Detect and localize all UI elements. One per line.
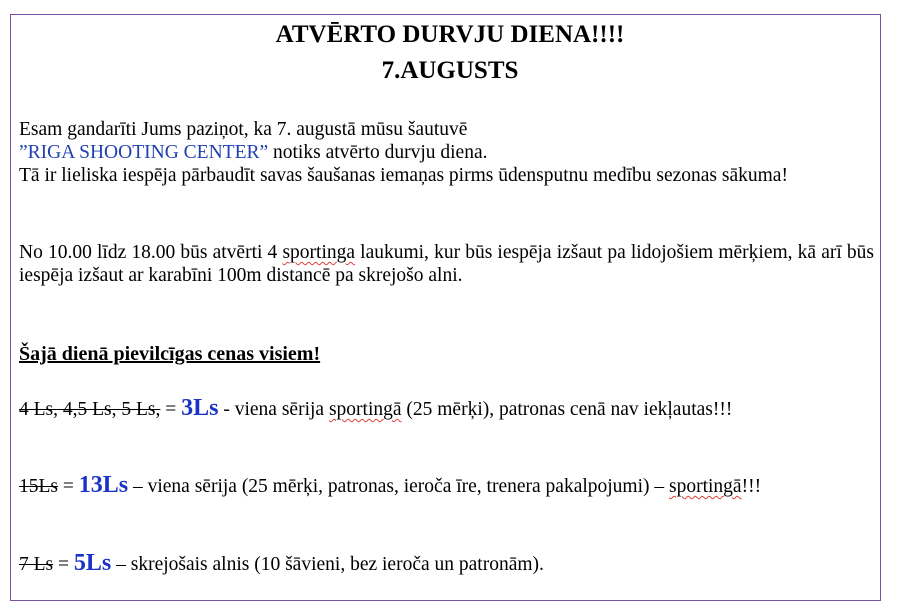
offer3-old-price: 7 Ls (19, 554, 54, 575)
intro-line-2-rest: notiks atvērto durvju diena. (268, 142, 488, 163)
offer2-text: – viena sērija (25 mērķi, patronas, ieroča īre, trenera pakalpojumi) – (128, 476, 670, 497)
offer3-text: – skrejošais alnis (10 šāvieni, bez ieroča un patronām). (111, 554, 544, 575)
offer2-old-price: 15Ls (19, 476, 58, 497)
offer3-equals: = (53, 554, 74, 575)
intro-paragraph (19, 118, 874, 187)
intro-line-1: Esam gandarīti Jums paziņot, ka 7. augustā mūsu šautuvē (19, 119, 468, 140)
page-title: ATVĒRTO DURVJU DIENA!!!! (275, 21, 625, 48)
offer-running-elk (19, 550, 874, 578)
offer2-suffix: !!! (741, 476, 762, 497)
intro-line-3: Tā ir lieliska iespēja pārbaudīt savas šaušanas iemaņas pirms ūdensputnu medību sezonas sākuma! (19, 165, 788, 186)
offer1-word-sportinga: sportingā (328, 399, 402, 420)
offer1-price: 3Ls (181, 395, 219, 421)
offer1-text-before: - viena sērija (218, 399, 329, 420)
info-text-after: laukumi, kur būs iespēja izšaut pa lidojošiem mērķiem, kā arī būs iespēja izšaut ar karabīni 100m distancē pa skrejošo alni. (19, 242, 875, 286)
offer-sporting-series (19, 395, 874, 423)
offer3-price: 5Ls (73, 550, 112, 576)
offer2-equals: = (58, 476, 79, 497)
offer1-old-prices: 4 Ls, 4,5 Ls, 5 Ls, (19, 399, 161, 420)
intro-line-2 (19, 141, 874, 164)
offer-full-package (19, 472, 874, 500)
info-text-before: No 10.00 līdz 18.00 būs atvērti 4 (19, 242, 283, 263)
info-paragraph (19, 241, 874, 287)
page-subtitle-date: 7.AUGUSTS (381, 57, 519, 84)
offer2-price: 13Ls (78, 472, 129, 498)
info-word-sportinga: sportinga (282, 242, 356, 263)
offer2-word-sportinga: sportingā (669, 476, 742, 497)
document-frame (10, 14, 881, 601)
offer1-text-after: (25 mērķi), patronas cenā nav iekļautas!!! (401, 399, 733, 420)
brand-name: ”RIGA SHOOTING CENTER” (19, 142, 269, 163)
prices-heading: Šajā dienā pievilcīgas cenas visiem! (19, 343, 321, 365)
offer1-equals: = (160, 399, 182, 420)
